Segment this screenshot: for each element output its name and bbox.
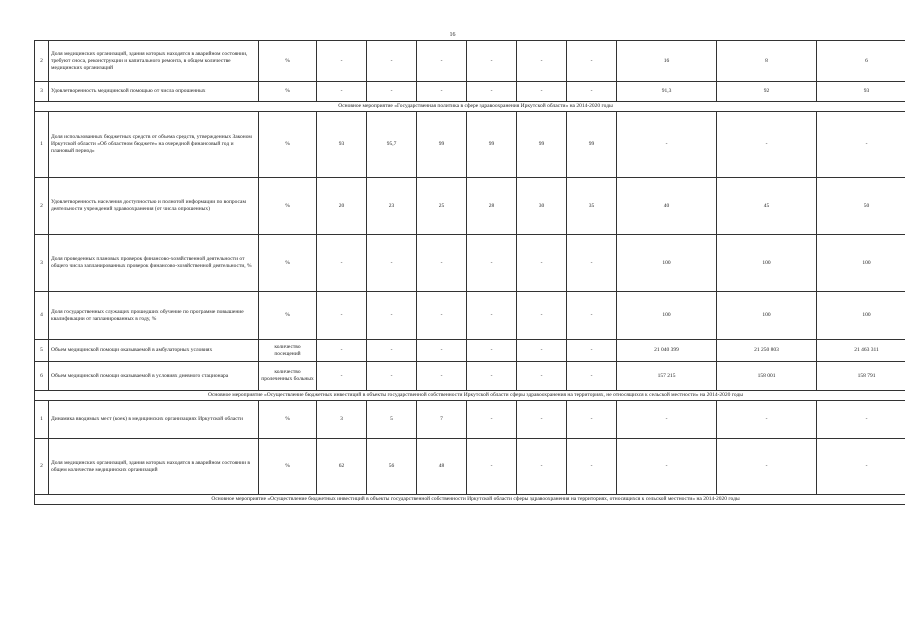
value-cell: -	[617, 401, 717, 439]
unit-cell: %	[259, 292, 317, 340]
value-cell: 5	[367, 401, 417, 439]
value-cell: 100	[717, 292, 817, 340]
indicator-name: Доля проведенных плановых проверок финансово-хозяйственной деятельности от общего числа запланированных проверок финансово-хозяйственной деятельности, %	[49, 235, 259, 292]
section-title: Основное мероприятие «Осуществление бюджетных инвестиций в объекты государственной собственности Иркутской области сферы здравоохранения на территориях, относящихся к сельской местности» на 2014-2020 годы	[35, 495, 905, 505]
unit-cell: %	[259, 82, 317, 102]
value-cell: 91,3	[617, 82, 717, 102]
indicator-name: Динамика вводимых мест (коек) в медицинских организациях Иркутской области	[49, 401, 259, 439]
value-cell: -	[467, 41, 517, 82]
row-number: 3	[35, 235, 49, 292]
value-cell: -	[417, 82, 467, 102]
value-cell: -	[467, 292, 517, 340]
value-cell: -	[317, 82, 367, 102]
value-cell: 99	[567, 112, 617, 178]
value-cell: -	[567, 292, 617, 340]
value-cell: -	[517, 235, 567, 292]
value-cell: -	[317, 235, 367, 292]
value-cell: -	[817, 439, 905, 495]
value-cell: 40	[617, 178, 717, 235]
table-row	[35, 235, 905, 292]
table-row	[35, 178, 905, 235]
value-cell: -	[517, 82, 567, 102]
value-cell: 95,7	[367, 112, 417, 178]
value-cell: -	[517, 340, 567, 362]
indicator-name: Объем медицинской помощи оказываемой в амбулаторных условиях	[49, 340, 259, 362]
value-cell: 93	[817, 82, 905, 102]
unit-cell: %	[259, 401, 317, 439]
value-cell: -	[517, 292, 567, 340]
value-cell: -	[517, 362, 567, 391]
value-cell: -	[567, 340, 617, 362]
value-cell: -	[817, 401, 905, 439]
value-cell: -	[367, 340, 417, 362]
value-cell: 3	[317, 401, 367, 439]
value-cell: -	[617, 439, 717, 495]
value-cell: -	[467, 401, 517, 439]
value-cell: 100	[817, 235, 905, 292]
section-row	[35, 102, 905, 112]
row-number: 4	[35, 292, 49, 340]
value-cell: 6	[817, 41, 905, 82]
value-cell: 100	[617, 292, 717, 340]
value-cell: -	[467, 362, 517, 391]
row-number: 6	[35, 362, 49, 391]
value-cell: 158 001	[717, 362, 817, 391]
value-cell: -	[367, 292, 417, 340]
value-cell: -	[467, 340, 517, 362]
page-number: 16	[449, 32, 456, 38]
value-cell: -	[417, 340, 467, 362]
indicator-name: Удовлетворенность населения доступностью и полнотой информации по вопросам деятельности учреждений здравоохранения (от числа опрошенных)	[49, 178, 259, 235]
section-title: Основное мероприятие «Осуществление бюджетных инвестиций в объекты государственной собственности Иркутской области сферы здравоохранения на территориях, не относящихся к сельской местности» на 2014-2020 годы	[35, 391, 905, 401]
value-cell: -	[717, 401, 817, 439]
value-cell: 157 215	[617, 362, 717, 391]
value-cell: -	[317, 41, 367, 82]
value-cell: 62	[317, 439, 367, 495]
value-cell: 93	[317, 112, 367, 178]
value-cell: -	[567, 362, 617, 391]
table-row	[35, 362, 905, 391]
unit-cell: %	[259, 112, 317, 178]
indicator-name: Доля государственных служащих прошедших обучение по программе повышение квалификации от запланированных в году, %	[49, 292, 259, 340]
value-cell: -	[417, 41, 467, 82]
unit-cell: %	[259, 178, 317, 235]
value-cell: -	[317, 362, 367, 391]
table-row	[35, 340, 905, 362]
section-row	[35, 391, 905, 401]
indicator-name: Доля использованных бюджетных средств от объема средств, утвержденных Законом Иркутской области «Об областном бюджете» на очередной финансовый год и плановый период»	[49, 112, 259, 178]
value-cell: 20	[317, 178, 367, 235]
value-cell: 35	[567, 178, 617, 235]
value-cell: 30	[517, 178, 567, 235]
value-cell: 8	[717, 41, 817, 82]
value-cell: -	[417, 292, 467, 340]
value-cell: 21 463 311	[817, 340, 905, 362]
indicators-table	[34, 40, 905, 505]
value-cell: -	[517, 439, 567, 495]
value-cell: -	[467, 439, 517, 495]
row-number: 3	[35, 82, 49, 102]
section-title: Основное мероприятие «Государственная политика в сфере здравоохранения Иркутской области» на 2014-2020 годы	[35, 102, 905, 112]
table-row	[35, 112, 905, 178]
indicator-name: Объем медицинской помощи оказываемой в условиях дневного стационара	[49, 362, 259, 391]
value-cell: -	[817, 112, 905, 178]
value-cell: -	[417, 362, 467, 391]
value-cell: 100	[817, 292, 905, 340]
value-cell: -	[367, 41, 417, 82]
value-cell: -	[617, 112, 717, 178]
value-cell: -	[567, 401, 617, 439]
value-cell: 28	[467, 178, 517, 235]
unit-cell: количество посещений	[259, 340, 317, 362]
value-cell: 92	[717, 82, 817, 102]
value-cell: 21 250 803	[717, 340, 817, 362]
value-cell: 50	[817, 178, 905, 235]
table-row	[35, 439, 905, 495]
value-cell: -	[717, 112, 817, 178]
value-cell: 100	[717, 235, 817, 292]
value-cell: -	[367, 362, 417, 391]
value-cell: 48	[417, 439, 467, 495]
table-row	[35, 82, 905, 102]
unit-cell: %	[259, 41, 317, 82]
value-cell: -	[467, 82, 517, 102]
row-number: 2	[35, 41, 49, 82]
value-cell: 45	[717, 178, 817, 235]
value-cell: -	[567, 439, 617, 495]
section-row	[35, 495, 905, 505]
value-cell: -	[717, 439, 817, 495]
row-number: 1	[35, 112, 49, 178]
indicator-name: Доля медицинских организаций, здания которых находятся в аварийном состоянии в общем количестве медицинских организаций	[49, 439, 259, 495]
value-cell: 21 040 399	[617, 340, 717, 362]
value-cell: -	[517, 41, 567, 82]
table-row	[35, 401, 905, 439]
value-cell: 158 791	[817, 362, 905, 391]
table-row	[35, 41, 905, 82]
value-cell: 99	[417, 112, 467, 178]
value-cell: 100	[617, 235, 717, 292]
row-number: 1	[35, 401, 49, 439]
value-cell: -	[567, 235, 617, 292]
value-cell: 23	[367, 178, 417, 235]
value-cell: 99	[517, 112, 567, 178]
value-cell: 16	[617, 41, 717, 82]
value-cell: 56	[367, 439, 417, 495]
value-cell: 7	[417, 401, 467, 439]
row-number: 2	[35, 439, 49, 495]
value-cell: 99	[467, 112, 517, 178]
value-cell: -	[317, 340, 367, 362]
value-cell: -	[567, 82, 617, 102]
table-row	[35, 292, 905, 340]
indicator-name: Удовлетворенность медицинской помощью от числа опрошенных	[49, 82, 259, 102]
unit-cell: %	[259, 439, 317, 495]
value-cell: -	[417, 235, 467, 292]
value-cell: -	[517, 401, 567, 439]
value-cell: -	[567, 41, 617, 82]
value-cell: 25	[417, 178, 467, 235]
row-number: 2	[35, 178, 49, 235]
value-cell: -	[467, 235, 517, 292]
value-cell: -	[317, 292, 367, 340]
indicator-name: Доля медицинских организаций, здания которых находятся в аварийном состоянии, требуют сноса, реконструкции и капитального ремонта, в общем количестве медицинских организаций	[49, 41, 259, 82]
unit-cell: %	[259, 235, 317, 292]
value-cell: -	[367, 235, 417, 292]
unit-cell: количество пролеченных больных	[259, 362, 317, 391]
value-cell: -	[367, 82, 417, 102]
row-number: 5	[35, 340, 49, 362]
